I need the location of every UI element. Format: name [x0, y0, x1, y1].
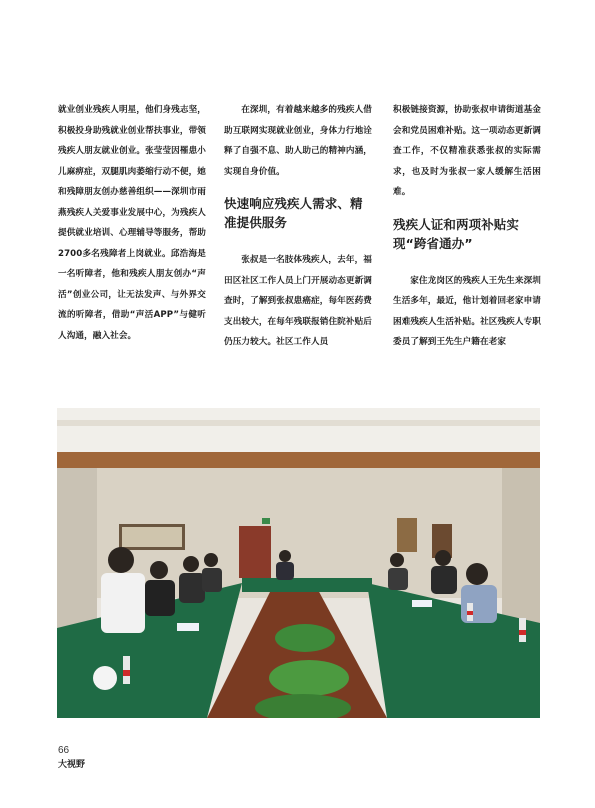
text-column-1 [58, 100, 206, 346]
paragraph: 就业创业残疾人明星，他们身残志坚，积极投身助残就业创业帮扶事业，带领残疾人朋友就业创业。张莹莹因罹患小儿麻痹症，双腿肌肉萎缩行动不便，她和残障朋友创办慈善组织——深圳市雨燕残疾人关爱事业发展中心，为残疾人提供就业培训、心理辅导等服务，帮助2700多名残障者上岗就业。邱浩海是一名听障者，他和残疾人朋友创办“声活”创业公司，让无法发声、与外界交流的听障者，借助“声活APP”与健听人沟通，融入社会。 [58, 105, 206, 341]
paragraph: 张叔是一名肢体残疾人，去年，福田区社区工作人员上门开展动态更新调查时，了解到张叔患癌症，每年医药费支出较大，在每年残联报销住院补贴后仍压力较大。社区工作人员 [224, 255, 372, 347]
paragraph: 在深圳，有着越来越多的残疾人借助互联网实现就业创业，身体力行地诠释了自强不息、助人助己的精神内涵，实现自身价值。 [224, 105, 372, 177]
paragraph: 积极链接资源，协助张叔申请街道基金会和党员困难补贴。这一项动态更新调查工作，不仅精准获悉张叔的实际需求，也及时为张叔一家人缓解生活困难。 [393, 105, 541, 197]
page-number: 66 [58, 745, 70, 756]
paragraph: 家住龙岗区的残疾人王先生来深圳生活多年，最近，他计划着回老家申请困难残疾人生活补贴。社区残疾人专职委员了解到王先生户籍在老家 [393, 275, 541, 347]
meeting-photo [57, 408, 540, 718]
magazine-logo: 大视野 [58, 760, 86, 770]
text-column-2 [224, 100, 372, 353]
section-heading: 快速响应残疾人需求、精准提供服务 [224, 196, 363, 230]
text-column-3 [393, 100, 541, 353]
section-heading: 残疾人证和两项补贴实现“跨省通办” [393, 216, 520, 251]
